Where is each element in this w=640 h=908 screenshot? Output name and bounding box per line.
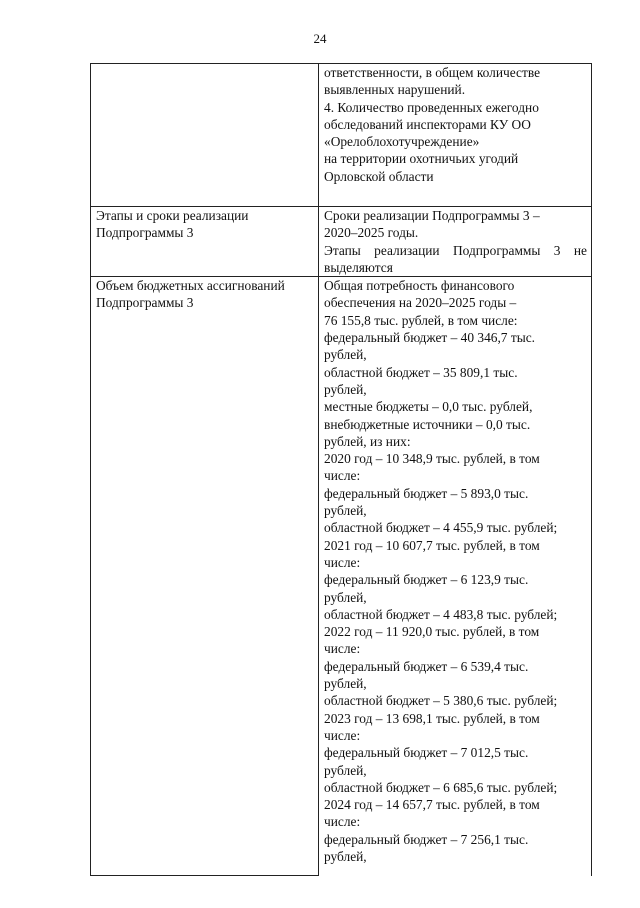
text-line: числе: [324,554,361,570]
text-line: областной бюджет – 35 809,1 тыс. [324,364,518,380]
text-line: федеральный бюджет – 6 539,4 тыс. [324,658,529,674]
text-line: федеральный бюджет – 7 012,5 тыс. [324,745,529,761]
text-line: Подпрограммы 3 [96,295,194,311]
table-row [91,277,592,876]
passport-table [90,63,592,876]
row-label-cell [91,64,319,207]
text-line: числе: [324,814,361,830]
text-line: федеральный бюджет – 7 256,1 тыс. [324,831,529,847]
text-line: внебюджетные источники – 0,0 тыс. [324,416,531,432]
text-line: местные бюджеты – 0,0 тыс. рублей, [324,399,533,415]
text-line: рублей, [324,762,367,778]
text-line: 2021 год – 10 607,7 тыс. рублей, в том [324,537,540,553]
row-label-cell [91,277,319,876]
text-line: выявленных нарушений. [324,82,466,98]
text-word: Подпрограммы [452,242,541,258]
text-word: Этапы [324,242,361,258]
stages-last-line: выделяются [324,259,393,275]
text-word: 3 [553,242,561,258]
text-line: областной бюджет – 5 380,6 тыс. рублей; [324,693,558,709]
text-line: федеральный бюджет – 6 123,9 тыс. [324,572,529,588]
text-line: «Орелоблохотучреждение» [324,134,480,150]
text-line: Объем бюджетных ассигнований [96,278,285,294]
row-label-cell [91,207,319,277]
text-word: не [573,242,587,258]
row-value-cell [319,207,592,277]
text-line: Этапы и сроки реализации [96,208,249,223]
text-line: числе: [324,468,361,484]
text-line: числе: [324,727,361,743]
text-line: 2024 год – 14 657,7 тыс. рублей, в том [324,797,540,813]
text-line: обследований инспекторами КУ ОО [324,116,531,132]
text-line: Подпрограммы 3 [96,225,194,241]
text-line: рублей, [324,848,367,864]
text-line: рублей, [324,503,367,519]
text-line: на территории охотничьих угодий [324,151,519,167]
text-line: 76 155,8 тыс. рублей, в том числе: [324,312,518,328]
text-line: федеральный бюджет – 5 893,0 тыс. [324,485,529,501]
stages-term-text [324,207,587,242]
page-number: 24 [313,31,327,46]
text-line: 2020 год – 10 348,9 тыс. рублей, в том [324,451,540,467]
text-line: федеральный бюджет – 40 346,7 тыс. [324,330,535,346]
text-line: ответственности, в общем количестве [324,65,541,80]
text-line: областной бюджет – 6 685,6 тыс. рублей; [324,779,558,795]
text-word: реализации [374,242,440,258]
text-line: числе: [324,641,361,657]
text-line: Общая потребность финансового [324,278,515,294]
text-line: рублей, из них: [324,433,411,449]
text-line: 2023 год – 13 698,1 тыс. рублей, в том [324,710,540,726]
table-row [91,64,592,207]
text-line: 4. Количество проведенных ежегодно [324,99,539,115]
text-line: областной бюджет – 4 455,9 тыс. рублей; [324,520,558,536]
row-value-cell [319,277,592,876]
stages-justified-line [324,242,587,259]
row-value-cell [319,64,592,207]
text-line: 2022 год – 11 920,0 тыс. рублей, в том [324,624,540,640]
text-line: 2020–2025 годы. [324,225,419,241]
text-line: рублей, [324,589,367,605]
text-line: Сроки реализации Подпрограммы 3 – [324,208,540,223]
text-line: обеспечения на 2020–2025 годы – [324,295,517,311]
text-line: рублей, [324,676,367,692]
text-line: рублей, [324,347,367,363]
text-line: Орловской области [324,168,434,184]
text-line: областной бюджет – 4 483,8 тыс. рублей; [324,606,558,622]
table-row [91,207,592,277]
text-line: рублей, [324,381,367,397]
